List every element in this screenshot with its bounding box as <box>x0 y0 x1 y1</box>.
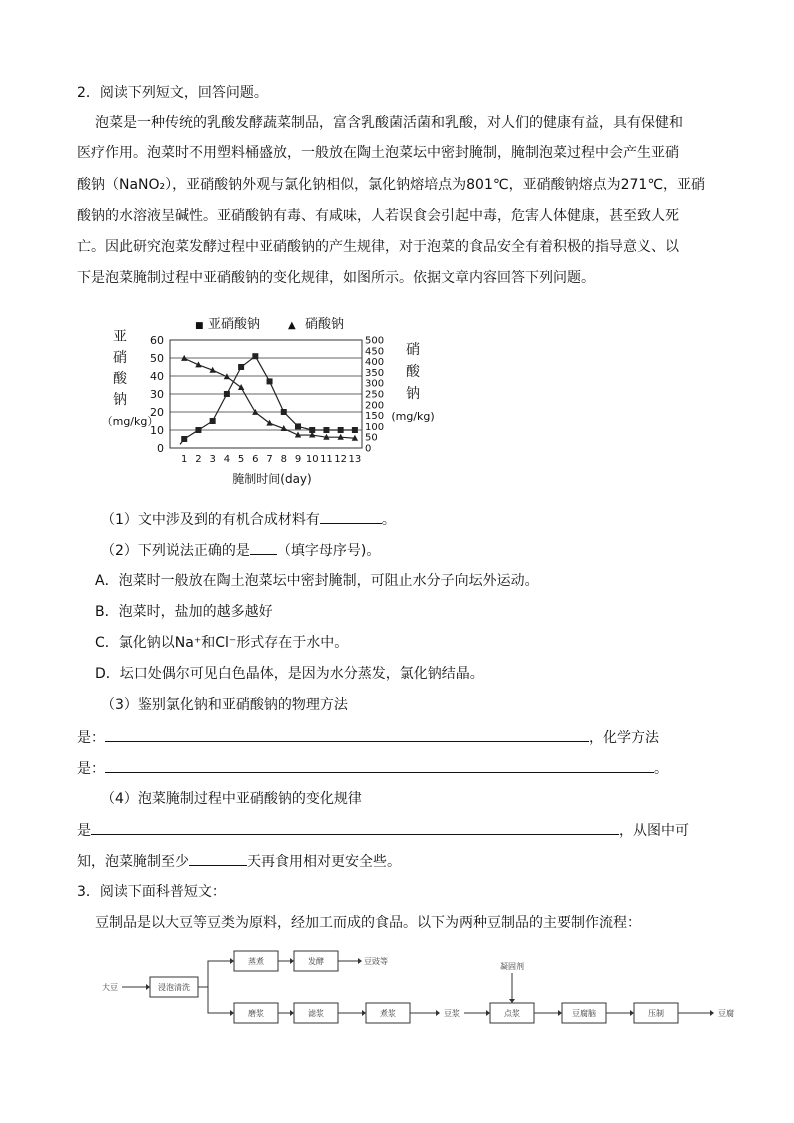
chart-legend <box>195 316 344 332</box>
q2-sub4-rule-blank[interactable] <box>91 820 619 835</box>
right-tick-label: 450 <box>365 346 385 358</box>
q2-para-line-6: 下是泡菜腌制过程中亚硝酸钠的变化规律，如图所示。依据文章内容回答下列问题。 <box>77 270 595 286</box>
q2-sub4b-suffix: 天再食用相对更安全些。 <box>247 854 401 870</box>
q2-para-line-2: 医疗作用。泡菜时不用塑料桶盛放，一般放在陶土泡菜坛中密封腌制，腌制泡菜过程中会产生亚硝 <box>77 145 679 161</box>
q2-sub3b-suffix: 。 <box>654 761 668 777</box>
x-tick-label: 5 <box>237 454 245 465</box>
nitrite-point <box>267 378 273 384</box>
q2-para-line-3: 酸钠（NaNO₂），亚硝酸钠外观与氯化钠相似，氯化钠熔培点为801℃，亚硝酸钠熔点为271℃，亚硝 <box>77 177 706 193</box>
flow2-arrowhead-1 <box>486 1010 490 1016</box>
left-tick-label: 10 <box>150 424 164 437</box>
q2-sub3-physical-blank[interactable] <box>105 727 589 742</box>
left-tick-label: 0 <box>157 442 164 455</box>
q2-sub3: （3）鉴别氯化钠和亚硝酸钠的物理方法 <box>101 697 348 713</box>
q3-para: 豆制品是以大豆等豆类为原料，经加工而成的食品。以下为两种豆制品的主要制作流程： <box>95 915 641 931</box>
q2-sub2-end: （填字母序号)。 <box>276 543 381 559</box>
flow1-boil: 煮浆 <box>380 1009 396 1018</box>
flow1-soak: 浸泡清洗 <box>158 983 190 992</box>
q3-title: 3．阅读下面科普短文： <box>77 884 226 900</box>
right-tick-label: 200 <box>365 400 385 412</box>
flow1-branch-bottom <box>208 987 230 1013</box>
flow2-coagulant: 凝固剂 <box>500 962 524 971</box>
series-line-1 <box>184 358 355 438</box>
y-label-left-part: 酸 <box>113 371 127 387</box>
flow2-arrowhead-2 <box>558 1010 562 1016</box>
flow2-curd: 豆腐脑 <box>572 1009 596 1018</box>
flow2-end: 豆腐 <box>718 1009 734 1018</box>
x-tick-label: 8 <box>280 454 287 465</box>
flow1-arrowhead-6 <box>436 1010 440 1016</box>
left-tick-label: 40 <box>150 370 164 383</box>
flow1-arrowhead-5 <box>362 1010 366 1016</box>
right-tick-label: 0 <box>365 443 372 455</box>
q2-para-line-4: 酸钠的水溶液呈碱性。亚硝酸钠有毒、有咸味，人若误食会引起中毒，危害人体健康，甚至致人死 <box>77 208 679 224</box>
q2-sub1-text: （1）文中涉及到的有机合成材料有 <box>101 512 320 528</box>
x-tick-label: 7 <box>266 454 273 465</box>
right-tick-label: 350 <box>365 367 385 379</box>
legend-marker-nitrate: ▲ <box>288 320 296 331</box>
q2-sub4a-suffix: ，从图中可 <box>619 823 689 839</box>
nitrite-point <box>352 427 358 433</box>
q2-sub4: （4）泡菜腌制过程中亚硝酸钠的变化规律 <box>101 791 362 807</box>
q2-sub3-chemical-blank[interactable] <box>105 758 654 773</box>
q2-sub3-chemical <box>77 758 668 779</box>
flow1-steam: 蒸煮 <box>248 957 264 966</box>
flow1-arrowhead-3 <box>358 958 362 964</box>
y-label-right-part: 硝 <box>406 342 420 358</box>
legend-marker-nitrite: ■ <box>195 321 204 331</box>
y-label-right-part: 钠 <box>406 386 420 402</box>
left-tick-label: 20 <box>150 406 164 419</box>
legend-label-nitrite: 亚硝酸钠 <box>208 317 261 332</box>
q2-title: 2．阅读下列短文，回答问题。 <box>77 85 268 101</box>
x-tick-label: 9 <box>294 454 302 465</box>
q2-sub4-days-blank[interactable] <box>189 851 247 866</box>
q2-option-a: A．泡菜时一般放在陶土泡菜坛中密封腌制，可阻止水分子向坛外运动。 <box>95 573 539 589</box>
right-tick-label: 150 <box>365 411 385 423</box>
nitrite-point <box>338 427 344 433</box>
flow1-branch-bottom-head <box>230 1010 234 1016</box>
q2-sub2-answer-blank[interactable] <box>250 540 277 555</box>
q2-para-line-1: 泡菜是一种传统的乳酸发酵蔬菜制品，富含乳酸菌活菌和乳酸，对人们的健康有益，具有保健和 <box>95 115 683 131</box>
y-axis-label-right <box>391 341 434 423</box>
y-label-right-part: 酸 <box>406 364 420 380</box>
flow1-ferment: 发酵 <box>308 957 324 966</box>
q2-sub1 <box>101 509 396 530</box>
flow2-arrowhead-3 <box>630 1010 634 1016</box>
flow2-arrowhead-4 <box>710 1010 714 1016</box>
x-tick-label: 3 <box>209 454 216 465</box>
flow2-start: 豆浆 <box>444 1009 460 1018</box>
q2-sub2 <box>101 540 380 561</box>
q2-option-c: C．氯化钠以Na⁺和Cl⁻形式存在于水中。 <box>95 635 349 651</box>
flow2-press: 压制 <box>648 1009 664 1018</box>
y-label-left-part: 钠 <box>113 392 127 408</box>
nitrite-nitrate-chart <box>100 305 440 490</box>
left-tick-label: 30 <box>150 388 164 401</box>
y-label-left-part: 亚 <box>113 329 127 345</box>
right-tick-label: 50 <box>365 432 378 444</box>
q2-option-d: D．坛口处偶尔可见白色晶体，是因为水分蒸发，氯化钠结晶。 <box>95 666 484 682</box>
flow1-branch-top <box>198 961 230 987</box>
chart-grid <box>170 358 362 430</box>
x-tick-label: 12 <box>334 454 348 465</box>
flow1-start: 大豆 <box>102 983 118 992</box>
q2-sub4-rule <box>77 820 689 841</box>
x-tick-label: 6 <box>252 454 259 465</box>
q2-sub3-physical <box>77 727 659 748</box>
x-tick-label: 2 <box>195 454 202 465</box>
x-tick-label: 11 <box>320 454 333 465</box>
soy-products-flowchart <box>90 945 750 1030</box>
nitrite-point <box>281 409 287 415</box>
x-axis-label: 腌制时间(day) <box>232 472 312 486</box>
nitrite-point <box>195 427 201 433</box>
flow1-branch-top-head <box>230 958 234 964</box>
q2-sub4a-prefix: 是 <box>77 823 91 839</box>
y-label-right-part: (mg/kg) <box>391 410 435 423</box>
nitrite-point <box>238 364 244 370</box>
right-tick-label: 500 <box>365 335 385 347</box>
right-tick-label: 250 <box>365 389 385 401</box>
flow1-douchi: 豆豉等 <box>364 957 388 966</box>
nitrate-point <box>238 384 244 390</box>
right-tick-labels <box>365 336 384 455</box>
nitrite-point <box>210 418 216 424</box>
q2-sub2-text: （2）下列说法正确的是 <box>101 543 250 559</box>
q2-para-line-5: 亡。因此研究泡菜发酵过程中亚硝酸钠的产生规律，对于泡菜的食品安全有着积极的指导意义、以 <box>77 239 679 255</box>
x-tick-labels <box>181 454 361 465</box>
x-tick-label: 1 <box>181 454 188 465</box>
x-tick-label: 4 <box>223 454 231 465</box>
q2-sub3b-prefix: 是： <box>77 761 105 777</box>
nitrite-point <box>181 436 187 442</box>
flow1-grind: 磨浆 <box>248 1009 264 1018</box>
series-markers <box>181 353 358 442</box>
nitrite-point <box>224 391 230 397</box>
nitrite-point <box>252 353 258 359</box>
q2-sub1-answer-blank[interactable] <box>320 509 382 524</box>
left-tick-label: 50 <box>150 352 164 365</box>
right-tick-label: 400 <box>365 357 385 369</box>
q2-sub1-end: 。 <box>381 512 396 528</box>
flow1-arrowhead-2 <box>290 958 294 964</box>
nitrite-point <box>323 427 329 433</box>
y-label-left-part: 硝 <box>113 350 127 366</box>
q2-sub4b-prefix: 知，泡菜腌制至少 <box>77 854 189 870</box>
flow1-arrowhead-4 <box>290 1010 294 1016</box>
left-tick-labels <box>150 334 164 455</box>
q2-sub3a-suffix: ，化学方法 <box>589 730 659 746</box>
flow2-point: 点浆 <box>504 1009 520 1018</box>
right-tick-label: 300 <box>365 378 385 390</box>
x-tick-label: 10 <box>305 454 319 465</box>
left-tick-label: 60 <box>150 334 164 347</box>
q2-sub4-days <box>77 851 401 872</box>
q2-option-b: B．泡菜时，盐加的越多越好 <box>95 604 273 620</box>
flow1-filter: 滤浆 <box>308 1009 324 1018</box>
right-tick-label: 100 <box>365 421 385 433</box>
q2-sub3a-prefix: 是： <box>77 730 105 746</box>
flow1-arrowhead <box>146 984 150 990</box>
y-label-left-part: （mg/kg） <box>101 415 159 428</box>
flow2-arrowhead-coagulant <box>509 999 515 1003</box>
x-tick-label: 13 <box>348 454 362 465</box>
nitrite-point <box>295 423 301 429</box>
legend-label-nitrate: 硝酸钠 <box>305 317 345 332</box>
nitrate-point <box>266 420 272 426</box>
